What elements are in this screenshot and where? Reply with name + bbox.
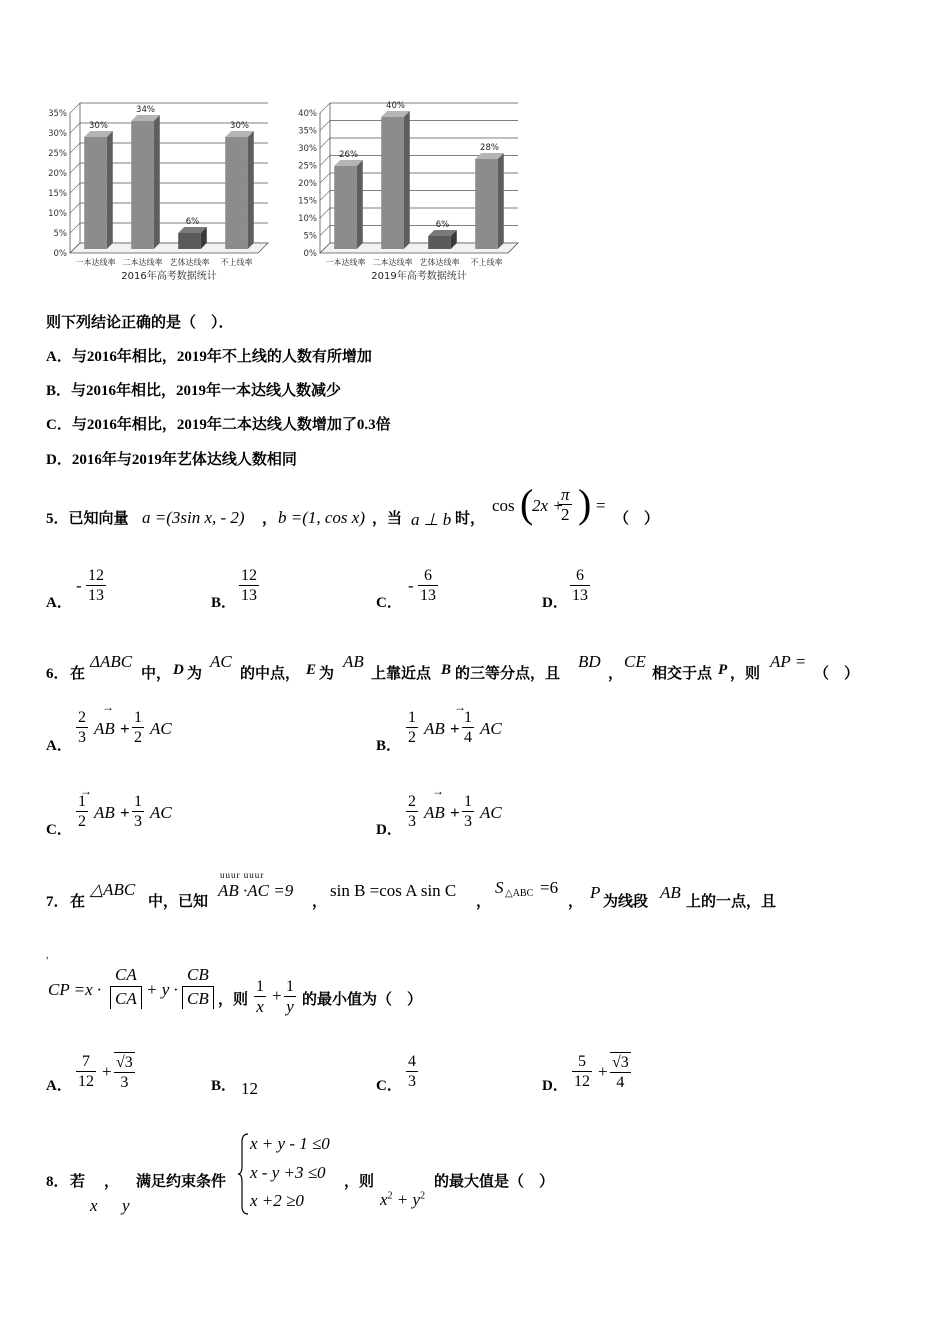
chart-2019 <box>290 95 530 290</box>
y-tick-label: 35% <box>48 109 67 119</box>
bar-side-0 <box>107 131 113 249</box>
q6-option-c[interactable]: C． $\frac{1}{2}$ AB → + $\frac{1}{3}$ AC <box>46 784 172 838</box>
grid-diag <box>320 103 330 113</box>
grid-diag <box>320 138 330 148</box>
q5-perp: a ⊥ b <box>411 510 452 529</box>
bar-side-3 <box>498 153 504 249</box>
bar-2 <box>428 236 451 249</box>
data-label-2: 6% <box>185 217 200 227</box>
y-tick-label: 10% <box>48 209 67 219</box>
data-label-0: 30% <box>89 121 108 131</box>
y-tick-label: 20% <box>48 169 67 179</box>
chart-2016 <box>40 95 280 290</box>
data-label-1: 40% <box>386 101 405 111</box>
grid-diag <box>70 183 80 193</box>
q4-stem: 则下列结论正确的是（ ）． <box>46 315 234 331</box>
q5-vector-a: a =(3sin x, - 2) <box>142 508 245 527</box>
y-tick-label: 0% <box>53 249 67 259</box>
category-label-2: 艺体达线率 <box>419 258 460 267</box>
grid-diag <box>70 123 80 133</box>
bar-2 <box>178 233 201 249</box>
q7-option-a[interactable]: A． $\frac{7}{12}$ + $\frac{√3}{3}$ <box>46 1053 133 1094</box>
q8-brace <box>236 1132 250 1216</box>
y-tick-label: 10% <box>298 214 317 224</box>
q7-stem: 7． 在 △ABC 中，已知 uuur uuur AB ·AC =9 ， sin B =cos A sin C ， S △ABC =6 ， P 为线段 AB 上的一点，且 <box>46 870 777 910</box>
q4-option-c[interactable]: C．与2016年相比，2019年二本达线人数增加了0.3倍 <box>46 417 391 433</box>
data-label-3: 30% <box>230 121 249 131</box>
q4-option-a[interactable]: A．与2016年相比，2019年不上线的人数有所增加 <box>46 349 372 365</box>
y-tick-label: 15% <box>298 196 317 207</box>
data-label-1: 34% <box>136 105 155 115</box>
q7-condition: CP =x · $\frac{CA}{CA}$ + y · $\frac{CB}{CB}$ ，则 $\frac{1}{x}$ + $\frac{1}{y}$ 的最小值为（ ） <box>48 965 423 1016</box>
chart-title: 2019年高考数据统计 <box>371 271 467 282</box>
grid-diag <box>70 203 80 213</box>
y-tick-label: 5% <box>53 229 67 239</box>
q7-option-c[interactable]: C． $\frac{4}{3}$ <box>376 1053 416 1094</box>
q4-option-d[interactable]: D．2016年与2019年艺体达线人数相同 <box>46 452 297 468</box>
grid-diag <box>70 103 80 113</box>
grid-diag <box>70 223 80 233</box>
bar-1 <box>131 121 154 249</box>
y-tick-label: 25% <box>298 161 317 172</box>
bar-side-1 <box>154 115 160 249</box>
bar-side-1 <box>404 111 410 249</box>
q6-option-d[interactable]: D． $\frac{2}{3}$ AB → + $\frac{1}{3}$ AC <box>376 784 502 838</box>
data-label-0: 26% <box>339 150 358 160</box>
q7-option-b[interactable]: B． 12 <box>211 1078 258 1098</box>
category-label-0: 一本达线率 <box>325 258 366 267</box>
q8-stem: 8． 若 x ， y 满足约束条件 x + y - 1 ≤0 x - y +3 ≤0 x +2 ≥0 ，则 $x^2 + y^2$ 的最大值是（ ） <box>46 1134 555 1215</box>
category-label-0: 一本达线率 <box>75 258 116 267</box>
grid-diag <box>320 191 330 201</box>
grid-diag <box>320 156 330 166</box>
y-tick-label: 30% <box>48 129 67 139</box>
grid-diag <box>70 143 80 153</box>
data-label-3: 28% <box>480 143 499 153</box>
y-tick-label: 0% <box>303 249 317 259</box>
bar-0 <box>334 166 357 249</box>
q5-stem: 5．已知向量 <box>46 511 129 527</box>
grid-diag <box>70 163 80 173</box>
grid-diag <box>320 121 330 131</box>
q5-vector-b: b =(1, cos x) <box>278 508 366 527</box>
y-tick-label: 15% <box>48 189 67 199</box>
q8-expression: $x^2 + y^2$ <box>380 1190 426 1209</box>
bar-3 <box>475 159 498 249</box>
bar-1 <box>381 117 404 249</box>
data-label-2: 6% <box>435 220 450 230</box>
category-label-2: 艺体达线率 <box>169 258 210 267</box>
y-tick-label: 30% <box>298 144 317 154</box>
q7-option-d[interactable]: D． $\frac{5}{12}$ + $\frac{√3}{4}$ <box>542 1053 629 1094</box>
q6-option-b[interactable]: B． $\frac{1}{2}$ AB → + $\frac{1}{4}$ AC <box>376 700 502 754</box>
y-tick-label: 35% <box>298 126 317 137</box>
y-tick-label: 40% <box>298 109 317 119</box>
grid-diag <box>320 226 330 236</box>
bar-side-3 <box>248 131 254 249</box>
bar-3 <box>225 137 248 249</box>
chart-title: 2016年高考数据统计 <box>121 271 217 282</box>
y-tick-label: 20% <box>298 179 317 189</box>
y-tick-label: 5% <box>303 231 317 242</box>
q4-option-b[interactable]: B．与2016年相比，2019年一本达线人数减少 <box>46 383 342 399</box>
y-tick-label: 25% <box>48 149 67 159</box>
q6-option-a[interactable]: A． $\frac{2}{3}$ AB → + $\frac{1}{2}$ AC <box>46 700 172 754</box>
grid-diag <box>320 208 330 218</box>
category-label-1: 二本达线率 <box>122 258 163 267</box>
grid-diag <box>320 173 330 183</box>
bar-0 <box>84 137 107 249</box>
category-label-3: 不上线率 <box>220 258 253 267</box>
category-label-1: 二本达线率 <box>372 258 413 267</box>
bar-side-0 <box>357 160 363 249</box>
category-label-3: 不上线率 <box>470 258 503 267</box>
